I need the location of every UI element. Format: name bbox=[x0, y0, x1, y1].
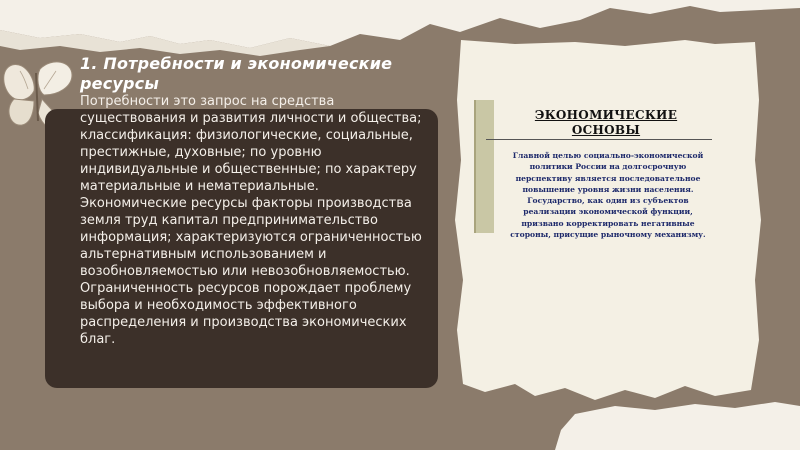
document-heading: ЭКОНОМИЧЕСКИЕ ОСНОВЫ bbox=[534, 108, 678, 137]
document-side-bar bbox=[474, 100, 494, 233]
document-text: Главной целью социально-экономической политики России на долгосрочную перспективу является последовательное повышение уровня жизни населения. Государство, как один из субъектов реализации экономической функции, призвано корректировать негативные стороны, присущие рыночному механизму. bbox=[510, 151, 706, 240]
document-divider bbox=[486, 139, 712, 140]
torn-paper-bottom bbox=[555, 400, 800, 450]
slide-title: 1. Потребности и экономические ресурсы bbox=[80, 54, 393, 93]
slide-body-text: Потребности это запрос на средства существования и развития личности и общества; классификация: физиологические, социальные, престижные, духовные; по уровню индивидуальные и общественные; по характеру материальные и нематериальные. Экономические ресурсы факторы производства земля труд капитал предпринимательство информация; характеризуются ограниченностью альтернативным использованием и возобновляемостью или невозобновляемостью. Ограниченность ресурсов порождает проблему выбора и необходимость эффективного распределения и производства экономических благ. bbox=[80, 94, 422, 347]
